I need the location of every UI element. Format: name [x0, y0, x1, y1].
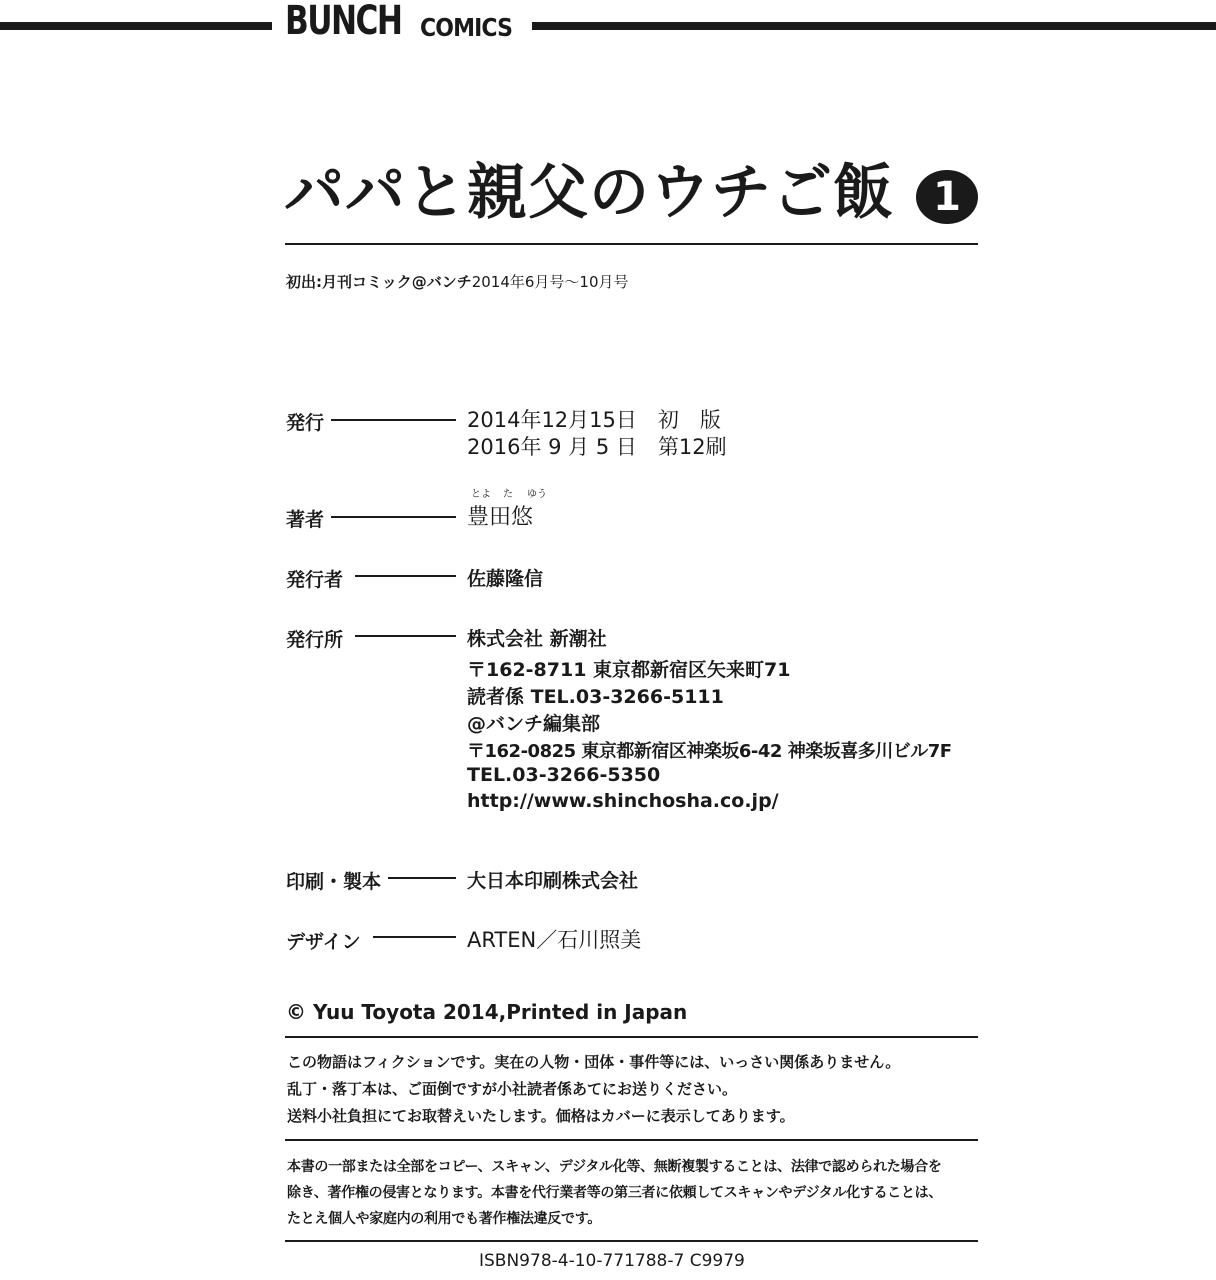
header-bar-right	[532, 22, 1216, 30]
legal-line-2: 除き、著作権の侵害となります。本書を代行業者等の第三者に依頼してスキャンやデジタル化することは、	[287, 1185, 943, 1201]
serialization-line	[286, 271, 629, 292]
office-company: 株式会社 新潮社	[467, 628, 607, 650]
serialization-label: 初出:月刊コミック@バンチ	[286, 273, 472, 291]
copyright-rule	[285, 1036, 978, 1038]
publish-dash	[331, 419, 456, 421]
office-label: 発行所	[286, 629, 344, 651]
office-editorial-address: 〒162-0825 東京都新宿区神楽坂6-42 神楽坂喜多川ビル7F	[467, 741, 952, 762]
print-company: 大日本印刷株式会社	[467, 870, 639, 892]
author-label: 著者	[286, 509, 325, 531]
notice-fiction: この物語はフィクションです。実在の人物・団体・事件等には、いっさい関係ありません。	[287, 1053, 901, 1071]
design-dash	[373, 936, 456, 938]
publish-date-latest: 2016年 9 月 5 日 第12刷	[467, 435, 727, 459]
office-editorial-tel: TEL.03-3266-5350	[467, 764, 661, 786]
author-name: 豊田悠	[467, 505, 534, 530]
publisher-person-dash	[355, 575, 456, 577]
serialization-value: 2014年6月号～10月号	[471, 273, 629, 291]
publish-date-first: 2014年12月15日 初 版	[467, 408, 721, 432]
publisher-person-name: 佐藤隆信	[467, 568, 544, 590]
office-dash	[355, 635, 456, 637]
legal-line-3: たとえ個人や家庭内の利用でも著作権法違反です。	[287, 1211, 601, 1227]
publisher-person-label: 発行者	[286, 569, 344, 591]
header-bar-left	[0, 22, 272, 30]
author-ruby-2: た	[503, 489, 513, 500]
volume-badge: 1	[916, 170, 978, 224]
imprint-label: COMICS	[420, 13, 513, 42]
office-website-link[interactable]: http://www.shinchosha.co.jp/	[467, 790, 779, 812]
design-credit: ARTEN／石川照美	[467, 928, 642, 952]
legal-line-1: 本書の一部または全部をコピー、スキャン、デジタル化等、無断複製することは、法律で認められた場合を	[287, 1159, 942, 1175]
office-reader-tel: 読者係 TEL.03-3266-5111	[467, 686, 724, 708]
book-title: パパと親父のウチご飯	[284, 158, 894, 228]
author-dash	[331, 516, 456, 518]
legal-rule	[285, 1240, 978, 1242]
notice-price: 送料小社負担にてお取替えいたします。価格はカバーに表示してあります。	[287, 1107, 795, 1125]
print-dash	[388, 877, 456, 879]
design-label: デザイン	[286, 931, 361, 953]
brand-logo: BUNCH	[285, 0, 402, 44]
author-ruby-1: とよ	[471, 489, 491, 500]
publish-label: 発行	[286, 412, 325, 434]
isbn-code: ISBN978-4-10-771788-7 C9979	[479, 1251, 745, 1271]
notices-rule	[285, 1139, 978, 1141]
office-editorial: @バンチ編集部	[467, 713, 601, 735]
author-ruby-3: ゆう	[527, 489, 547, 500]
office-address: 〒162-8711 東京都新宿区矢来町71	[467, 659, 791, 681]
notice-defects: 乱丁・落丁本は、ご面倒ですが小社読者係あてにお送りください。	[287, 1080, 738, 1098]
title-rule	[285, 243, 978, 245]
copyright-line: © Yuu Toyota 2014,Printed in Japan	[286, 1000, 688, 1024]
print-label: 印刷・製本	[286, 871, 382, 893]
